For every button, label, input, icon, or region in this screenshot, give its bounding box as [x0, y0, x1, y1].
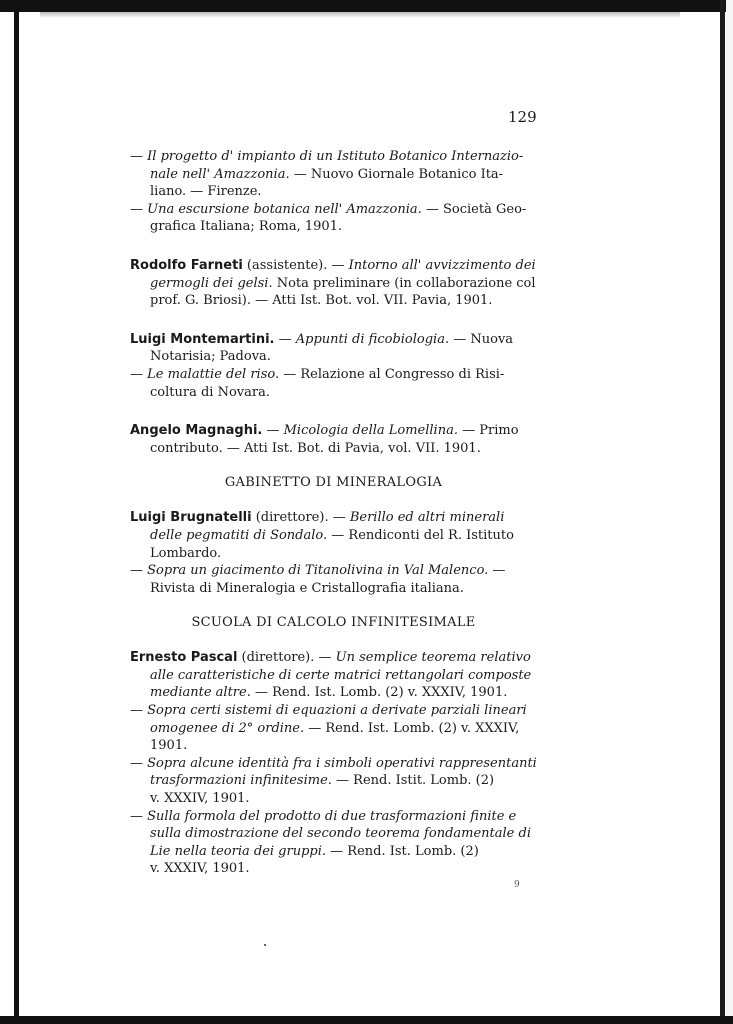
- entry-line: — Sopra un giacimento di Titanolivina in Val Malenco. —: [130, 563, 506, 579]
- work-title: Sulla formola del prodotto di due trasformazioni finite e: [147, 808, 517, 824]
- signature-mark: 9: [514, 880, 520, 890]
- ink-speck: [264, 944, 266, 946]
- author-name: Rodolfo Farneti: [130, 257, 243, 273]
- entry-line: trasformazioni infinitesime. — Rend. Istit. Lomb. (2): [150, 773, 495, 789]
- bibliography-entry: [130, 808, 537, 878]
- entry-line: grafica Italiana; Roma, 1901.: [150, 219, 343, 235]
- page-content: [130, 148, 537, 878]
- author-name: Luigi Brugnatelli: [130, 510, 252, 526]
- entry-line: — Sopra certi sistemi di equazioni a derivate parziali lineari: [130, 703, 527, 719]
- scan-shadow-top: [40, 12, 680, 18]
- entry-line: liano. — Firenze.: [150, 184, 262, 200]
- work-title: Le malattie del riso.: [147, 366, 280, 382]
- work-title: alle caratteristiche di certe matrici rettangolari composte: [150, 667, 532, 683]
- work-title: Sopra un giacimento di Titanolivina in Val Malenco.: [147, 563, 489, 579]
- bibliography-entry: [130, 649, 537, 702]
- work-title: Lie nella teoria dei gruppi.: [150, 843, 327, 859]
- entry-line: contributo. — Atti Ist. Bot. di Pavia, vol. VII. 1901.: [150, 440, 481, 456]
- work-title: Appunti di ficobiologia.: [295, 331, 450, 347]
- work-title: Intorno all' avvizzimento dei: [348, 257, 536, 273]
- entry-line: — Una escursione botanica nell' Amazzonia. — Società Geo-: [130, 201, 527, 217]
- scan-border-top: [0, 0, 733, 12]
- entry-line: germogli dei gelsi. Nota preliminare (in collaborazione col: [150, 275, 536, 291]
- bibliography-entry: [130, 331, 537, 366]
- work-title: germogli dei gelsi.: [150, 275, 273, 291]
- entry-line: [130, 667, 537, 685]
- entry-line: mediante altre. — Rend. Ist. Lomb. (2) v. XXXIV, 1901.: [150, 685, 508, 701]
- work-title: Micologia della Lomellina.: [283, 423, 458, 439]
- work-title: Berillo ed altri minerali: [349, 510, 505, 526]
- bibliography-entry: [130, 366, 537, 401]
- entry-line: — Sulla formola del prodotto di due trasformazioni finite e: [130, 808, 517, 824]
- author-name: Angelo Magnaghi.: [130, 423, 263, 439]
- author-name: Luigi Montemartini.: [130, 331, 275, 347]
- work-title: Il progetto d' impianto di un Istituto Botanico Internazio-: [147, 149, 524, 164]
- scan-border-right: [720, 0, 725, 1024]
- entry-line: Ernesto Pascal (direttore). — Un semplice teorema relativo: [130, 650, 531, 666]
- bibliography-entry: [130, 509, 537, 562]
- bibliography-entry: [130, 201, 537, 236]
- entry-line: nale nell' Amazzonia. — Nuovo Giornale Botanico Ita-: [150, 166, 504, 182]
- entry-line: delle pegmatiti di Sondalo. — Rendiconti del R. Istituto: [150, 527, 514, 543]
- bibliography-entry: [130, 562, 537, 597]
- scan-edge-right: [726, 0, 733, 1024]
- entry-line: Lie nella teoria dei gruppi. — Rend. Ist. Lomb. (2): [150, 843, 479, 859]
- entry-line: 1901.: [150, 738, 188, 754]
- work-title: mediante altre.: [150, 685, 251, 701]
- entry-line: Lombardo.: [150, 545, 222, 561]
- bibliography-entry: [130, 148, 537, 201]
- work-title: omogenee di 2° ordine.: [150, 720, 305, 736]
- entry-line: prof. G. Briosi). — Atti Ist. Bot. vol. VII. Pavia, 1901.: [150, 293, 493, 309]
- work-title: Un semplice teorema relativo: [335, 650, 531, 666]
- work-title: nale nell' Amazzonia.: [150, 166, 290, 182]
- bibliography-entry: [130, 755, 537, 808]
- entry-line: v. XXXIV, 1901.: [150, 861, 250, 877]
- bibliography-entry: [130, 257, 537, 310]
- work-title: sulla dimostrazione del secondo teorema fondamentale di: [150, 826, 531, 842]
- entry-line: [130, 825, 537, 843]
- scan-border-left: [14, 0, 19, 1024]
- entry-line: Angelo Magnaghi. — Micologia della Lomellina. — Primo: [130, 423, 519, 439]
- work-title: Una escursione botanica nell' Amazzonia.: [147, 201, 422, 217]
- entry-line: — Il progetto d' impianto di un Istituto Botanico Internazio-: [130, 149, 524, 164]
- entry-line: v. XXXIV, 1901.: [150, 791, 250, 807]
- entry-line: Rodolfo Farneti (assistente). — Intorno all' avvizzimento dei: [130, 257, 536, 273]
- work-title: Sopra alcune identità fra i simboli operativi rappresentanti: [147, 755, 537, 771]
- page-number: 129: [508, 108, 537, 126]
- entry-line: Rivista di Mineralogia e Cristallografia italiana.: [150, 580, 464, 596]
- work-title: trasformazioni infinitesime.: [150, 773, 332, 789]
- entry-line: — Sopra alcune identità fra i simboli operativi rappresentanti: [130, 755, 537, 771]
- entry-line: — Le malattie del riso. — Relazione al Congresso di Risi-: [130, 366, 505, 382]
- entry-line: coltura di Novara.: [150, 384, 270, 400]
- entry-line: Notarisia; Padova.: [150, 349, 271, 365]
- entry-line: Luigi Montemartini. — Appunti di ficobiologia. — Nuova: [130, 331, 514, 347]
- bibliography-entry: [130, 422, 537, 457]
- entry-line: Luigi Brugnatelli (direttore). — Berillo ed altri minerali: [130, 510, 505, 526]
- author-name: Ernesto Pascal: [130, 650, 238, 666]
- work-title: delle pegmatiti di Sondalo.: [150, 527, 328, 543]
- section-heading-calcolo: SCUOLA DI CALCOLO INFINITESIMALE: [191, 615, 476, 631]
- scan-border-bottom: [0, 1016, 733, 1024]
- section-heading-mineralogia: GABINETTO DI MINERALOGIA: [224, 475, 443, 491]
- bibliography-entry: [130, 702, 537, 755]
- entry-line: omogenee di 2° ordine. — Rend. Ist. Lomb. (2) v. XXXIV,: [150, 720, 520, 736]
- work-title: Sopra certi sistemi di equazioni a derivate parziali lineari: [147, 703, 527, 719]
